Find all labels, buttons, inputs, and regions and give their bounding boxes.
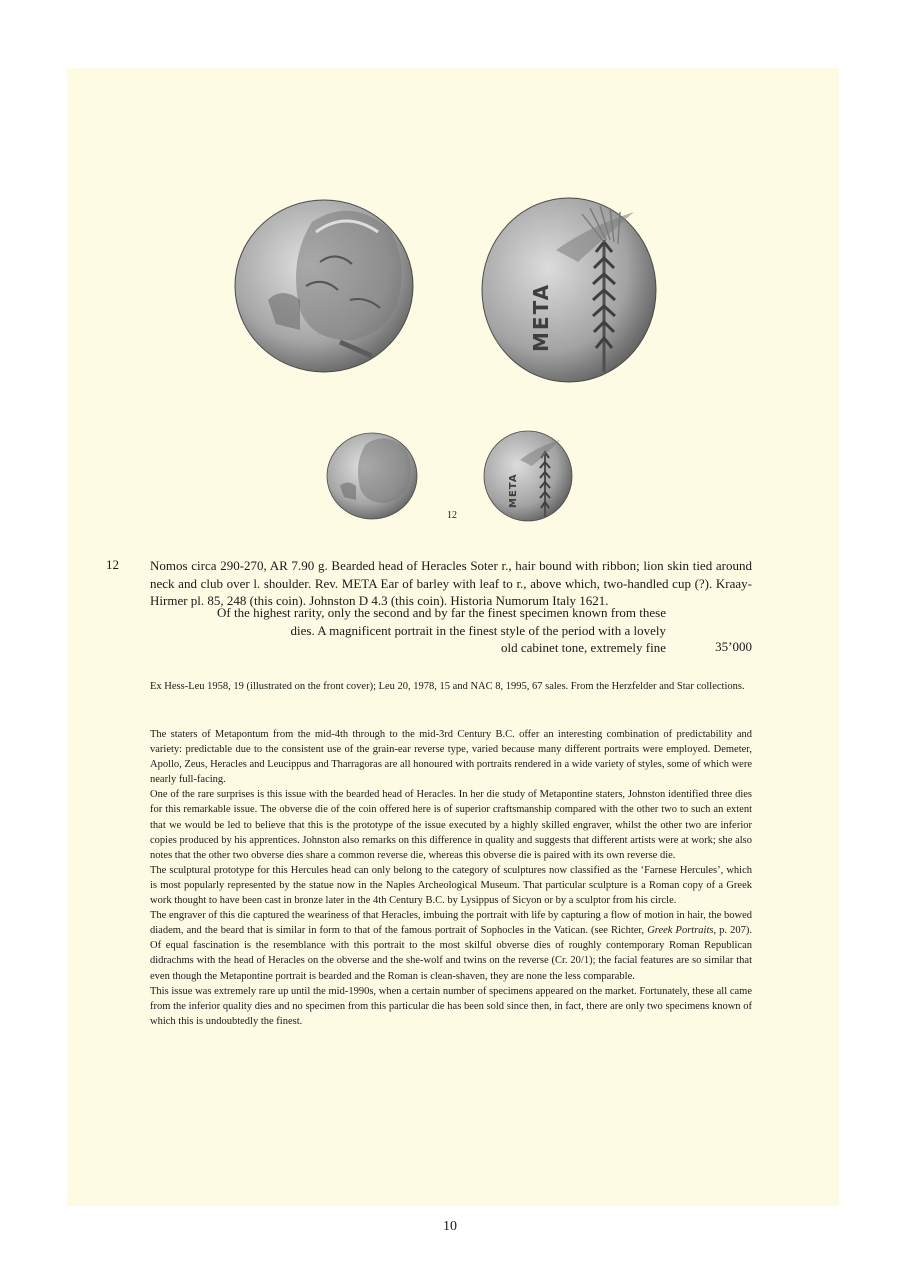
essay-paragraph: The sculptural prototype for this Hercules head can only belong to the category of sculptures now classified as the ‘Farnese Hercules’, which is most popularly represented by the statue now in the Naples Archeological Museum. That particular sculpture is a Roman copy of a Greek work thought to have been cast in bronze later in the 4th Century B.C. by Lysippus of Sicyon or by a sculptor from his circle.: [150, 864, 752, 907]
book-title: Greek Portraits: [647, 925, 714, 937]
figure-caption: 12: [447, 510, 457, 521]
large-reverse-coin-image: [482, 198, 656, 382]
estimate-price: 35’000: [715, 639, 752, 654]
meta-legend-text: META: [529, 282, 553, 352]
provenance-note: Ex Hess-Leu 1958, 19 (illustrated on the front cover); Leu 20, 1978, 15 and NAC 8, 1995, 67 sales. From the Herzfelder and Star collections.: [150, 681, 745, 692]
small-obverse-coin-image: [327, 433, 417, 519]
rarity-line: dies. A magnificent portrait in the finest style of the period with a lovely: [290, 622, 666, 638]
essay-text: The engraver of this die captured the weariness of that Heracles, imbuing the portrait with life by capturing a flow of motion in hair, the bowed diadem, and the beard that is similar in form to that of the famous portrait of Sophocles in the Vatican. (see Richter,: [150, 910, 752, 937]
large-obverse-coin-image: [235, 200, 413, 372]
rarity-statement: [150, 604, 666, 657]
lot-number: 12: [106, 557, 119, 572]
svg-text:META: META: [508, 473, 519, 508]
lot-description: Nomos circa 290-270, AR 7.90 g. Bearded head of Heracles Soter r., hair bound with ribbon; lion skin tied around neck and club over l. shoulder. Rev. META Ear of barley with leaf to r., above which, two-handled cup (?). Kraay-Hirmer pl. 85, 248 (this coin). Johnston D 4.3 (this coin). Historia Numorum Italy 1621.: [150, 558, 752, 608]
small-reverse-coin-image: [484, 431, 572, 521]
essay-paragraph: This issue was extremely rare up until the mid-1990s, when a certain number of specimens appeared on the market. Fortunately, these all came from the inferior quality dies and no specimen from this particular die has been sold since then, in fact, there are only two specimens known of which this is undoubtedly the finest.: [150, 985, 752, 1027]
essay-text: , p. 207). Of equal fascination is the resemblance with this portrait to the most skilful obverse dies of roughly contemporary Roman Republican didrachms with the head of Heracles on the obverse and the she-wolf and twins on the reverse (Cr. 20/1); the facial features are so similar that even though the Metapontine portrait is bearded and the Roman is clean-shaven, they are none the less comparable.: [150, 925, 752, 982]
page-number: 10: [443, 1219, 457, 1234]
essay-paragraph: The staters of Metapontum from the mid-4th through to the mid-3rd Century B.C. offer an interesting combination of predictability and variety: predictable due to the consistent use of the grain-ear reverse type, varied because many different portraits were employed. Demeter, Apollo, Zeus, Heracles and Leucippus and Tharragoras are all honoured with portraits rendered in a wide variety of styles, some of which were nearly full-facing.: [150, 729, 752, 786]
rarity-line: Of the highest rarity, only the second and by far the finest specimen known from these: [217, 605, 666, 620]
essay-paragraph: One of the rare surprises is this issue with the bearded head of Heracles. In her die study of Metapontine staters, Johnston identified three dies for this remarkable issue. The obverse die of the coin offered here is of superior craftsmanship compared with the other two to such an extent that we would be led to believe that this is the prototype of the issue executed by a highly skilled engraver, whilst the other two are inferior copies produced by his apprentices. Johnston also remarks on this difference in quality and suggests that different artists were at work; she also notes that the other two obverse dies share a common reverse die, whereas this obverse die is paired with its own reverse die.: [150, 789, 752, 861]
rarity-line: old cabinet tone, extremely fine: [501, 640, 666, 655]
essay-paragraph: [150, 908, 752, 983]
heracles-head-icon: [296, 211, 402, 340]
essay: [150, 727, 752, 1029]
